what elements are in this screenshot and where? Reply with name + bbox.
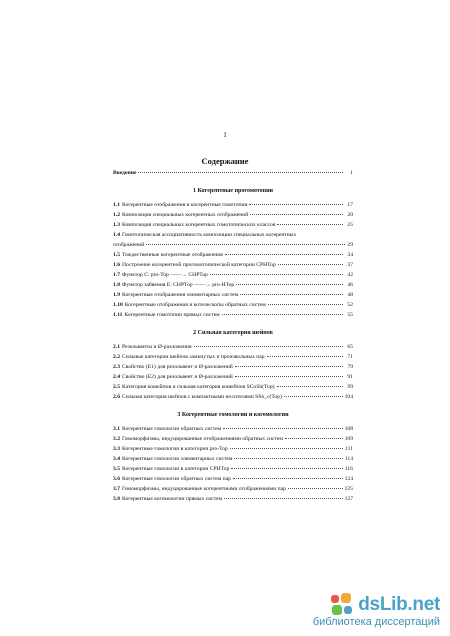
toc-entry-page: 114 (344, 456, 353, 462)
toc-entry-label: Когерентные когомологии прямых систем (122, 496, 223, 502)
toc-entry-label: Сильная категория шейпов с компактными носителями SSh_c(Top) (122, 394, 282, 400)
toc-entry-number: 3.3 (113, 446, 120, 452)
toc-entry-label: Когерентные гомологии элементарных систем (122, 456, 233, 462)
toc-entry-intro[interactable] (113, 168, 353, 178)
leader-dots (288, 488, 343, 489)
toc-entry-label: Гомотопическая ассоциативность композиции специальных когерентных (122, 232, 297, 238)
leader-dots (236, 284, 343, 285)
toc-entry-page: 99 (347, 384, 353, 390)
toc-entry-page: 65 (347, 344, 353, 350)
toc-entry-number: 3.4 (113, 456, 120, 462)
leader-dots (231, 468, 343, 469)
leader-dots (230, 448, 343, 449)
toc-entry-page: 52 (347, 302, 353, 308)
watermark-subtitle: библиотека диссертаций (312, 616, 440, 628)
toc-entry-label: Композиция специальных когерентных гомотопических классов (122, 222, 276, 228)
leader-dots (146, 244, 345, 245)
toc-entry-page: 55 (347, 312, 353, 318)
toc-entry-number: 1.11 (113, 312, 123, 318)
toc-entry-label: Построение когерентной прогомотопической категории CPHTop (122, 262, 276, 268)
toc-entry-number: 1.9 (113, 292, 120, 298)
toc-entry-page: 48 (347, 292, 353, 298)
leader-dots (284, 396, 343, 397)
toc-entry-number: 1.1 (113, 202, 120, 208)
toc-entry-page: 71 (347, 354, 353, 360)
toc-entry[interactable] (113, 444, 353, 454)
toc-entry-page: 1 (350, 170, 353, 176)
toc-entry-number: 2.4 (113, 374, 120, 380)
toc-entry-label: Композиция специальных когерентных отображений (122, 212, 249, 218)
page-number: 1 (223, 131, 227, 139)
leader-dots (235, 366, 343, 367)
leader-dots (210, 274, 343, 275)
toc-entry[interactable] (113, 310, 353, 320)
toc-entry-number: 3.5 (113, 466, 120, 472)
toc-entry[interactable] (113, 392, 353, 402)
watermark (270, 592, 440, 632)
toc-entry[interactable] (113, 290, 353, 300)
toc-entry-label: Гомоморфизмы, индуцированные когерентными отображениями пар (122, 486, 286, 492)
leader-dots (223, 428, 342, 429)
leader-dots (225, 254, 343, 255)
toc-entry-page: 116 (344, 466, 353, 472)
toc-entry-label-continued: отображений (113, 242, 145, 248)
toc-entry-label: Когерентные гомотопии прямых систем (124, 312, 220, 318)
toc-entry[interactable] (113, 260, 353, 270)
toc-entry-page: 20 (347, 212, 353, 218)
toc-entry-label: Функтор C: pro-Top ——→ CHPTop (122, 272, 208, 278)
toc-entry-number: 1.10 (113, 302, 123, 308)
toc-entry[interactable] (113, 362, 353, 372)
leader-dots (235, 376, 343, 377)
toc-entry-label: Когерентные гомологии обратных систем (122, 426, 222, 432)
toc-entry-page: 108 (344, 426, 353, 432)
toc-entry[interactable] (113, 484, 353, 494)
toc-entry-page: 79 (347, 364, 353, 370)
leader-dots (277, 386, 344, 387)
toc-entry[interactable] (113, 230, 353, 250)
leader-dots (267, 356, 343, 357)
toc-entry-number: 2.6 (113, 394, 120, 400)
toc-entry-label: Свойство (E2) для резольвент и Ø-разложений (122, 374, 233, 380)
toc-entry-page: 17 (347, 202, 353, 208)
toc-entry-number: 1.3 (113, 222, 120, 228)
toc-entry[interactable] (113, 342, 353, 352)
toc-entry[interactable] (113, 372, 353, 382)
toc-entry-number: 1.8 (113, 282, 120, 288)
toc-entry[interactable] (113, 352, 353, 362)
chapter-title[interactable]: 3 Когерентные гомологии и когомологии (177, 412, 289, 418)
toc-entry-number: 1.4 (113, 232, 120, 238)
toc-entry-page: 109 (344, 436, 353, 442)
toc-entry-label: Когерентные отображения элементарных систем (122, 292, 239, 298)
toc-entry[interactable] (113, 434, 353, 444)
toc-entry-label: Когерентные гомологии в категории CPHTop (122, 466, 230, 472)
toc-entry-number: 1.6 (113, 262, 120, 268)
toc-entry[interactable] (113, 280, 353, 290)
toc-entry-number: 3.6 (113, 476, 120, 482)
toc-entry-number: 2.1 (113, 344, 120, 350)
toc-entry-page: 127 (344, 496, 353, 502)
toc-entry[interactable] (113, 424, 353, 434)
toc-entry-label: Введение (113, 170, 137, 176)
leader-dots (285, 438, 343, 439)
toc-entry-second-line (113, 240, 353, 250)
leader-dots (233, 478, 343, 479)
toc-entry-number: 3.1 (113, 426, 120, 432)
toc-entry-number: 3.2 (113, 436, 120, 442)
toc-entry-label: Тождественные когерентные отображения (122, 252, 223, 258)
leader-dots (249, 204, 343, 205)
toc-entry[interactable] (113, 250, 353, 260)
toc-entry-number: 1.7 (113, 272, 120, 278)
toc-entry[interactable] (113, 220, 353, 230)
leader-dots (278, 264, 343, 265)
watermark-logo-text: dsLib.net (358, 594, 440, 615)
toc-entry[interactable] (113, 200, 353, 210)
toc-entry-page: 125 (344, 486, 353, 492)
toc-entry[interactable] (113, 474, 353, 484)
toc-entry-label: Функтор забвения E: CHPTop ——→ pro-HTop (122, 282, 235, 288)
toc-entry-page: 37 (347, 262, 353, 268)
toc-entry-page: 46 (347, 282, 353, 288)
toc-entry-number: 1.5 (113, 252, 120, 258)
toc-entry-page: 104 (344, 394, 353, 400)
toc-entry[interactable] (113, 464, 353, 474)
leader-dots (250, 214, 343, 215)
toc-entry-page: 42 (347, 272, 353, 278)
toc-entry-label: Когерентные гомологии обратных систем пар (122, 476, 231, 482)
toc-entry-number: 2.2 (113, 354, 120, 360)
toc-entry-label: Резольвенты и Ø-разложения (122, 344, 192, 350)
toc-title: Содержание (201, 156, 249, 166)
toc-entry-number: 2.5 (113, 384, 120, 390)
toc-entry-number: 1.2 (113, 212, 120, 218)
leader-dots (222, 314, 343, 315)
toc-entry-first-line (113, 230, 353, 240)
toc-entry[interactable] (113, 382, 353, 392)
toc-entry-number: 2.3 (113, 364, 120, 370)
toc-entry-label: Когерентные отображения и когерентные гомотопии (122, 202, 248, 208)
toc-entry-page: 124 (344, 476, 353, 482)
chapter-title[interactable]: 1 Когерентные прогомотопии (193, 188, 273, 194)
toc-entry-page: 91 (347, 374, 353, 380)
leader-dots (224, 498, 342, 499)
toc-entry-label: Гомоморфизмы, индуцированные отображениями обратных систем (122, 436, 283, 442)
chapter-gap (113, 320, 353, 328)
toc-entry[interactable] (113, 494, 353, 504)
toc-entry-label: Сильные категории шейпов замкнутых и произвольных пар (122, 354, 265, 360)
toc-entry-page: 25 (347, 222, 353, 228)
toc-entry[interactable] (113, 210, 353, 220)
toc-entry-label: Когерентные гомологии в категории pro-Top (122, 446, 228, 452)
toc-entry-page: 34 (347, 252, 353, 258)
toc-entry-label: Когерентные отображения и котелескопы обратных систем (124, 302, 266, 308)
leader-dots (240, 294, 343, 295)
watermark-logo (329, 592, 440, 618)
toc-entry-page: 29 (347, 242, 353, 248)
table-of-contents (113, 168, 353, 504)
toc-entry-number: 3.8 (113, 496, 120, 502)
toc-entry[interactable] (113, 270, 353, 280)
chapter-gap (113, 402, 353, 410)
toc-entry-page: 111 (345, 446, 353, 452)
chapter-title[interactable]: 2 Сильная категория шейпов (193, 330, 273, 336)
leader-dots (277, 224, 343, 225)
toc-entry-label: Свойство (E1) для резольвент и Ø-разложений (122, 364, 233, 370)
leader-dots (194, 346, 343, 347)
leader-dots (138, 172, 343, 173)
toc-chapters (113, 178, 353, 504)
leader-dots (268, 304, 343, 305)
chapter-gap (113, 178, 353, 186)
toc-entry[interactable] (113, 454, 353, 464)
toc-entry[interactable] (113, 300, 353, 310)
dslib-logo-icon (329, 592, 355, 618)
leader-dots (234, 458, 342, 459)
toc-entry-number: 3.7 (113, 486, 120, 492)
toc-entry-label: Категория кошейпов и сильная категория кошейпов SCoSh(Top) (122, 384, 275, 390)
